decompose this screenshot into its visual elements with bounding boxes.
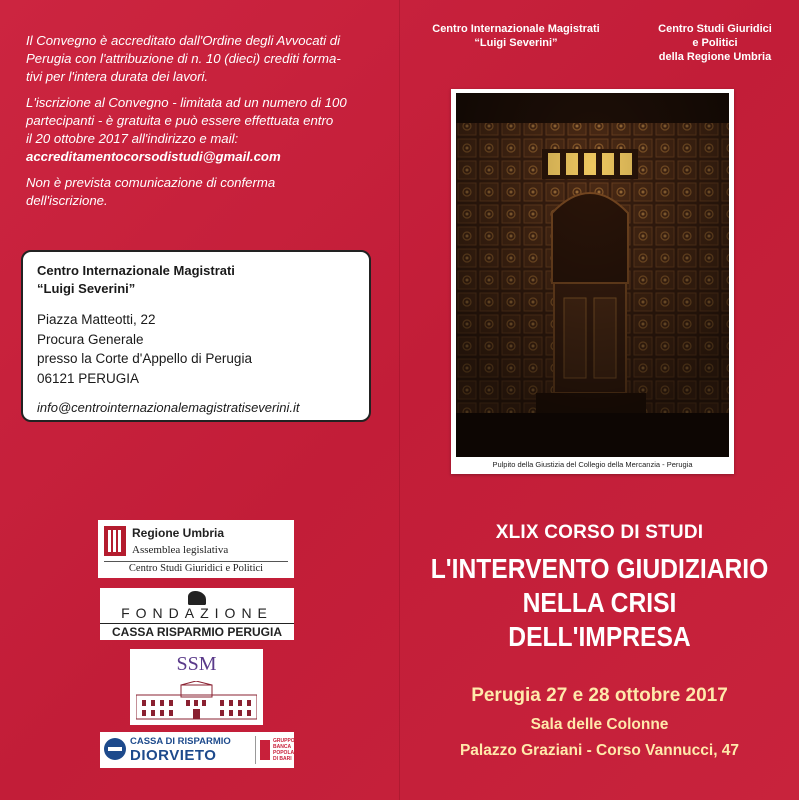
orvieto-main-text: DIORVIETO [130, 747, 217, 764]
intro-line: tivi per l'intera durata dei lavori. [26, 69, 209, 84]
event-title [424, 552, 775, 654]
intro-line: partecipanti - è gratuita e può essere effettuata entro [26, 113, 334, 128]
ssm-mark: SSM [176, 653, 217, 675]
umbria-crest-icon [104, 526, 126, 556]
venue-room: Sala delle Colonne [530, 716, 669, 733]
bpb-text: GRUPPO BANCA POPOLARE DI BARI [273, 738, 302, 762]
orvieto-swirl-icon [104, 738, 126, 760]
contact-email-link[interactable]: info@centrointernazionalemagistratiseverini.it [37, 400, 300, 415]
address-line: Piazza Matteotti, 22 [37, 312, 156, 327]
intro-line: il 20 ottobre 2017 all'indirizzo e mail: [26, 131, 239, 146]
pulpit-image [456, 93, 729, 457]
fondazione-logo [100, 588, 294, 640]
address-box [21, 250, 371, 422]
umbria-subtitle: Assemblea legislativa [132, 544, 229, 556]
org-line: Centro Studi Giuridici [658, 23, 772, 35]
fondazione-word: FONDAZIONE [121, 605, 273, 621]
registration-paragraph [26, 94, 386, 166]
event-title-line: DELL'IMPRESA [508, 621, 691, 652]
intro-line: L'iscrizione al Convegno - limitata ad un numero di 100 [26, 95, 347, 110]
regione-umbria-logo [98, 520, 294, 578]
intro-line: dell'iscrizione. [26, 193, 108, 208]
orvieto-top-text: CASSA DI RISPARMIO [130, 736, 231, 747]
fondazione-bank-name: CASSA RISPARMIO PERUGIA [100, 623, 294, 639]
venue-address: Palazzo Graziani - Corso Vannucci, 47 [459, 742, 740, 759]
cassa-orvieto-logo [100, 732, 302, 768]
registration-email-link[interactable]: accreditamentocorsodistudi@gmail.com [26, 149, 281, 164]
accreditation-paragraph [26, 32, 386, 86]
umbria-centre-name: Centro Studi Giuridici e Politici [104, 561, 288, 574]
umbria-name: Regione Umbria [132, 526, 225, 540]
org-line: “Luigi Severini” [474, 37, 558, 49]
confirmation-paragraph [26, 174, 386, 210]
address-line: Procura Generale [37, 331, 144, 347]
pulpit-photo [451, 89, 734, 474]
address-title-line: Centro Internazionale Magistrati [37, 263, 235, 278]
photo-caption: Pulpito della Giustizia del Collegio della Mercanzia - Perugia [492, 460, 693, 469]
address-line: 06121 PERUGIA [37, 370, 140, 386]
intro-line: Perugia con l'attribuzione di n. 10 (dieci) crediti forma- [26, 51, 341, 66]
villa-building-icon [136, 681, 257, 721]
course-number: XLIX CORSO DI STUDI [495, 522, 704, 543]
org-cim [412, 22, 620, 50]
ssm-logo [130, 649, 263, 725]
event-title-line: NELLA CRISI [522, 587, 677, 618]
org-csgp [640, 22, 790, 64]
event-dates: Perugia 27 e 28 ottobre 2017 [471, 685, 728, 706]
event-title-line: L'INTERVENTO GIUDIZIARIO [430, 553, 769, 584]
intro-line: Non è prevista comunicazione di conferma [26, 175, 276, 190]
griffin-icon [188, 591, 206, 605]
page-fold [399, 0, 400, 800]
address-title [37, 262, 355, 298]
intro-line: Il Convegno è accreditato dall'Ordine degli Avvocati di [26, 33, 341, 48]
photo-frame [456, 93, 729, 457]
postal-address [37, 310, 355, 388]
logo-divider [255, 736, 256, 764]
bpb-mark-icon [260, 740, 270, 760]
address-title-line: “Luigi Severini” [37, 281, 136, 296]
org-line: e Politici [692, 37, 738, 49]
intro-text [26, 32, 386, 218]
address-line: presso la Corte d'Appello di Perugia [37, 351, 252, 366]
org-line: della Regione Umbria [658, 51, 772, 63]
org-line: Centro Internazionale Magistrati [432, 23, 600, 35]
